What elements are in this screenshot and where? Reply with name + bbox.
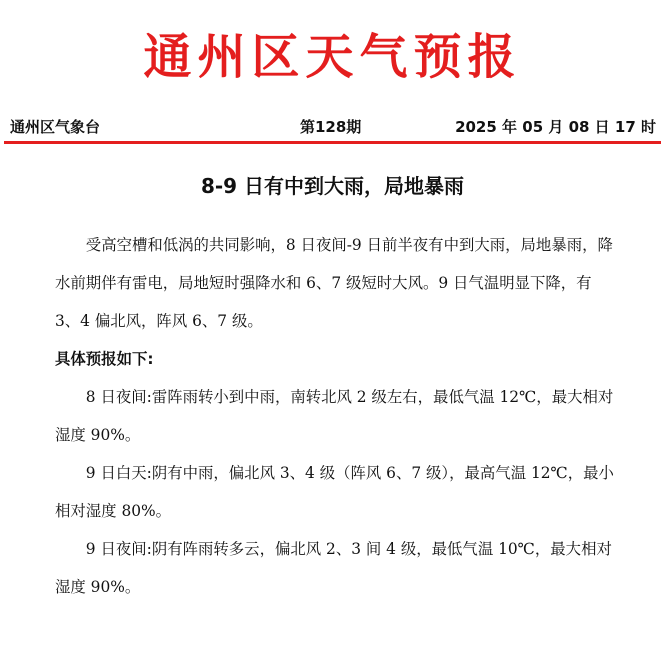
forecast-night-8: 8 日夜间:雷阵雨转小到中雨，南转北风 2 级左右，最低气温 12℃，最大相对湿度 90%。 [55,388,614,444]
station-name: 通州区气象台 [10,118,101,136]
issue-number: 第128期 [300,118,362,136]
forecast-day-9: 9 日白天:阴有中雨，偏北风 3、4 级（阵风 6、7 级），最高气温 12℃，最小相对湿度 80%。 [55,464,614,520]
summary-paragraph: 受高空槽和低涡的共同影响，8 日夜间-9 日前半夜有中到大雨，局地暴雨，降水前期伴有雷电，局地短时强降水和 6、7 级短时大风。9 日气温明显下降，有 3、4 偏北风，阵风 6、7 级。 [55,236,613,330]
forecast-body [55,226,615,606]
forecast-night-9: 9 日夜间:阴有阵雨转多云，偏北风 2、3 间 4 级，最低气温 10℃，最大相对湿度 90%。 [55,540,612,596]
headline: 8-9 日有中到大雨，局地暴雨 [200,174,465,198]
masthead-title: 通州区天气预报 [143,29,522,85]
header-divider [4,141,661,144]
info-bar [10,116,656,138]
issue-date: 2025 年 05 月 08 日 17 时 [455,118,656,136]
section-title: 具体预报如下: [55,350,154,368]
